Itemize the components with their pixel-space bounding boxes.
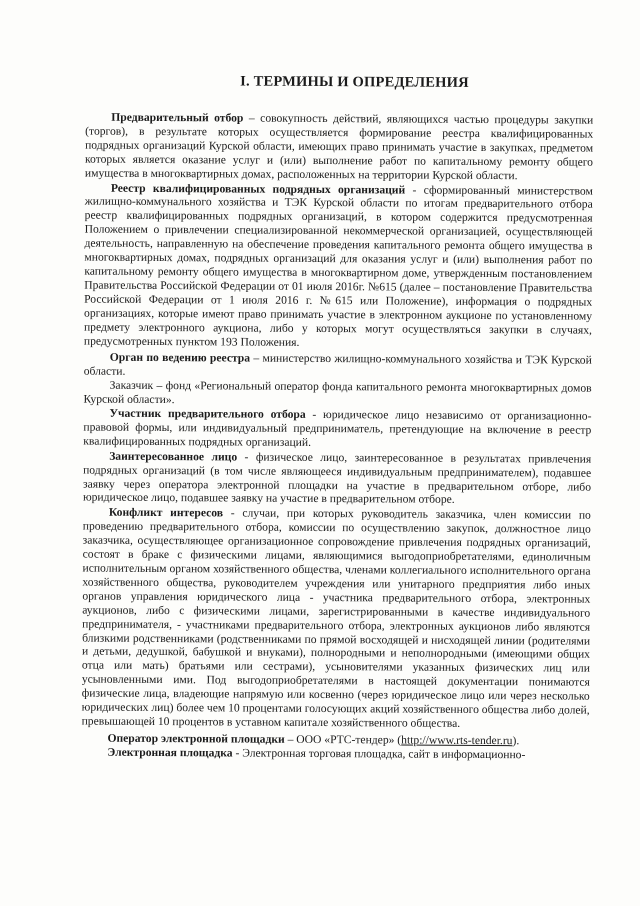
term-participant bbox=[83, 407, 591, 452]
section-heading: I. ТЕРМИНЫ И ОПРЕДЕЛЕНИЯ bbox=[240, 73, 469, 91]
term-title: Орган по ведению реестра bbox=[109, 351, 251, 365]
term-title: Оператор электронной площадки bbox=[107, 731, 285, 746]
term-customer bbox=[84, 379, 592, 410]
term-definition: - случаи, при которых руководитель заказчика, член комиссии по проведению предварительного отбора, комиссии по осуществлению закупок, должностное лицо заказчика, осуществляющее организационное сопровождение привлечения подрядных организаций, состоят в браке с физическими лицами, являющимися выгодоприобретателями, единоличным исполнительным органом хозяйственного общества, членами коллегиального исполнительного органа хозяйственного общества, руководителем учреждения или унитарного предприятия либо иных органов управления юридического лица - участника предварительного отбора, электронных аукционов, либо с физическими лицами, зарегистрированными в качестве индивидуального предпринимателя, - участниками предварительного отбора, электронных аукционов либо являются близкими родственниками (родственниками по прямой восходящей и нисходящей линии (родителями и детьми, дедушкой, бабушкой и внуками), полнородными и неполнородными (имеющими общих отца или мать) братьями или сестрами), усыновителями указанных физических лиц или усыновленными ими. Под выгодоприобретателями в настоящей документации понимаются физические лица, владеющие напрямую или косвенно (через юридическое лицо или через несколько юридических лиц) более чем 10 процентами голосующих акций хозяйственного общества либо долей, превышающей 10 процентов в уставном капитале хозяйственного общества. bbox=[81, 506, 591, 730]
term-definition: – совокупность действий, являющихся частью процедуры закупки (торгов), в результате которых осуществляется формирование реестра квалифицированных подрядных организаций Курской области, имеющих право принимать участие в закупках, предметом которых является оказание услуг и (или) выполнение работ по капитальному ремонту общего имущества в многоквартирных домах, расположенных на территории Курской области. bbox=[84, 111, 594, 182]
term-definition: - Электронная торговая площадка, сайт в информационно- bbox=[232, 746, 526, 762]
term-title: Участник предварительного отбора bbox=[109, 406, 306, 421]
term-preliminary-selection bbox=[85, 111, 593, 184]
term-definition: - сформированный министерством жилищно-коммунального хозяйства и ТЭК Курской области по итогам предварительного отбора реестр квалифицированных подрядных организаций, в котором содержится предусмотренная Положением о привлечении специализированной некоммерческой организацией, осуществляющей деятельность, направленную на обеспечение проведения капитального ремонта общего имущества в многоквартирных домах, подрядных организаций для оказания услуг и (или) выполнения работ по капитальному ремонту общего имущества в многоквартирном доме, утвержденным постановлением Правительства Российской Федерации от 01 июля 2016г. №615 (далее – постановление Правительства Российской Федерации от 1 июля 2016 г. №615 или Положение), информация о подрядных организациях, которые имеют право принимать участие в электронном аукционе по установленному предмету электронного аукциона, либо у которых могут осуществляться закупки в случаях, предусмотренных пунктом 193 Положения. bbox=[83, 183, 593, 349]
term-definition: – министерство жилищно-коммунального хозяйства и ТЭК Курской области. bbox=[83, 351, 592, 379]
term-definition: - юридическое лицо независимо от организационно-правовой формы, или индивидуальный предприниматель, претендующие на включение в реестр квалифицированных подрядных организаций. bbox=[83, 407, 592, 449]
term-definition: - физическое лицо, заинтересованное в результатах привлечения подрядных организаций (в том числе являющееся индивидуальным предпринимателем), подавшее заявку через оператора электронной площадки на участие в предварительном отборе, либо юридическое лицо, подавшее заявку на участие в предварительном отборе. bbox=[82, 450, 592, 507]
operator-link[interactable]: http://www.rts-tender.ru bbox=[401, 733, 513, 748]
term-conflict-of-interest bbox=[82, 506, 591, 732]
term-title: Заказчик bbox=[109, 378, 154, 393]
term-title: Конфликт интересов bbox=[108, 506, 224, 520]
term-definition-end: ). bbox=[512, 734, 520, 748]
term-definition: – фонд «Региональный оператор фонда капитального ремонта многоквартирных домов Курской области». bbox=[83, 379, 592, 407]
term-interested-person bbox=[83, 449, 591, 508]
term-title: Предварительный отбор bbox=[111, 110, 244, 125]
term-title: Заинтересованное лицо bbox=[109, 449, 238, 464]
term-electronic-platform bbox=[81, 745, 589, 762]
term-definition: – ООО «РТС-тендер» ( bbox=[284, 732, 402, 747]
term-title: Электронная площадка bbox=[107, 745, 233, 760]
term-title: Реестр квалифицированных подрядных организаций bbox=[110, 181, 406, 197]
term-registry bbox=[84, 181, 593, 351]
term-registry-authority bbox=[84, 351, 592, 382]
